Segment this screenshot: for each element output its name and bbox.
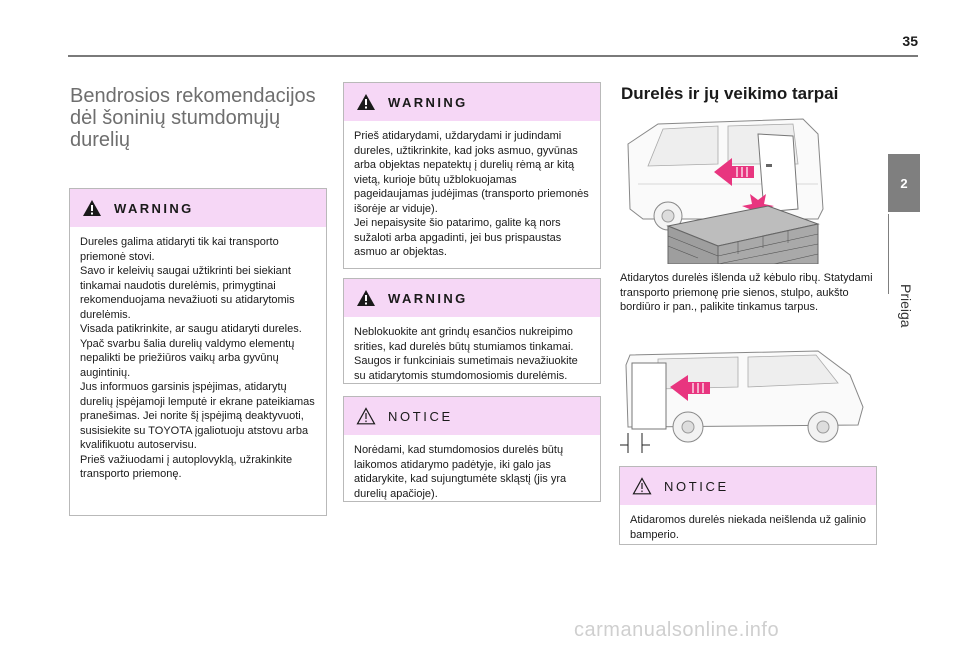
chapter-tab[interactable]: 2 — [888, 154, 920, 212]
notice-header — [620, 467, 876, 505]
door-wall-illustration — [618, 114, 874, 264]
page-number: 35 — [902, 33, 918, 49]
warning-box-floor — [343, 278, 601, 384]
warning-text: Prieš atidarydami, uždarydami ir judindami dureles, užtikrinkite, kad joks asmuo, gyvūnas arba objektas nepatektų į durelių rėmą ar kitą vietą, kurioje būtų užblokuojamas pageidaujamas judėjimas (transporto priemonės išorėje ar viduje). Jei nepaisysite šio patarimo, galite ką nors sužaloti arba apgadinti, jei bus prispaustas asmuo ar objektas. — [354, 130, 589, 258]
warning-header — [344, 279, 600, 317]
warning-label: WARNING — [114, 200, 194, 216]
clearance-caption: Atidarytos durelės išlenda už kėbulo ribų. Statydami transporto priemonę prie sienos, stulpo, aukšto bordiūro ir pan., palikite tinkamus tarpus. — [620, 272, 873, 313]
warning-text: Neblokuokite ant grindų esančios nukreipimo srities, kad durelės būtų stumiamos tinkamai. Saugos ir funkciniais sumetimais nevažiuokite su atidarytomis stumdomosiomis durelėmis. — [354, 326, 578, 382]
chapter-label-wrap — [890, 214, 920, 328]
watermark: carmanualsonline.info — [574, 619, 780, 641]
warning-triangle-icon — [356, 93, 376, 111]
warning-box-pinch — [343, 82, 601, 269]
notice-label: NOTICE — [388, 408, 453, 424]
notice-text: Atidaromos durelės niekada neišlenda už galinio bamperio. — [630, 514, 867, 541]
notice-label: NOTICE — [664, 478, 729, 494]
warning-header — [344, 83, 600, 121]
warning-triangle-icon — [82, 199, 102, 217]
section-title-clearance: Durelės ir jų veikimo tarpai — [621, 84, 839, 103]
warning-header — [70, 189, 326, 227]
door-open-side-illustration — [618, 345, 874, 457]
notice-triangle-icon — [356, 407, 376, 425]
notice-box-latch — [343, 396, 601, 502]
warning-label: WARNING — [388, 94, 468, 110]
top-rule — [68, 55, 918, 57]
warning-label: WARNING — [388, 290, 468, 306]
section-title-general: Bendrosios rekomendacijos dėl šoninių stumdomųjų durelių — [70, 85, 316, 151]
warning-triangle-icon — [356, 289, 376, 307]
warning-text: Dureles galima atidaryti tik kai transporto priemonė stovi. Savo ir keleivių saugai užtikrinti bei siekiant tinkamai naudotis durelėmis, primygtinai rekomenduojama nevažiuoti su atidarytomis durelėmis. Visada patikrinkite, ar saugu atidaryti dureles. Ypač svarbu šalia durelių valdymo elementų nepalikti be priežiūros vaikų arba gyvūnų augintinių. Jus informuos garsinis įspėjimas, atidarytų durelių įspėjamoji lemputė ir ekrane pateikiamas pranešimas. Jei norite šį įspėjimą deaktyvuoti, susisiekite su TOYOTA įgaliotuoju atstovu arba kvalifikuotu autoservisu. Prieš važiuodami į autoplovyklą, užrakinkite transporto priemonę. — [80, 236, 315, 480]
notice-triangle-icon — [632, 477, 652, 495]
chapter-divider — [888, 214, 889, 294]
notice-box-bumper — [619, 466, 877, 545]
notice-header — [344, 397, 600, 435]
warning-box-general — [69, 188, 327, 516]
notice-text: Norėdami, kad stumdomosios durelės būtų laikomos atidarymo padėtyje, iki galo jas atidarykite, kad sujungtumėte skląstį (jis yra durelių apačioje). — [354, 444, 567, 500]
chapter-label: Prieiga — [898, 284, 914, 328]
